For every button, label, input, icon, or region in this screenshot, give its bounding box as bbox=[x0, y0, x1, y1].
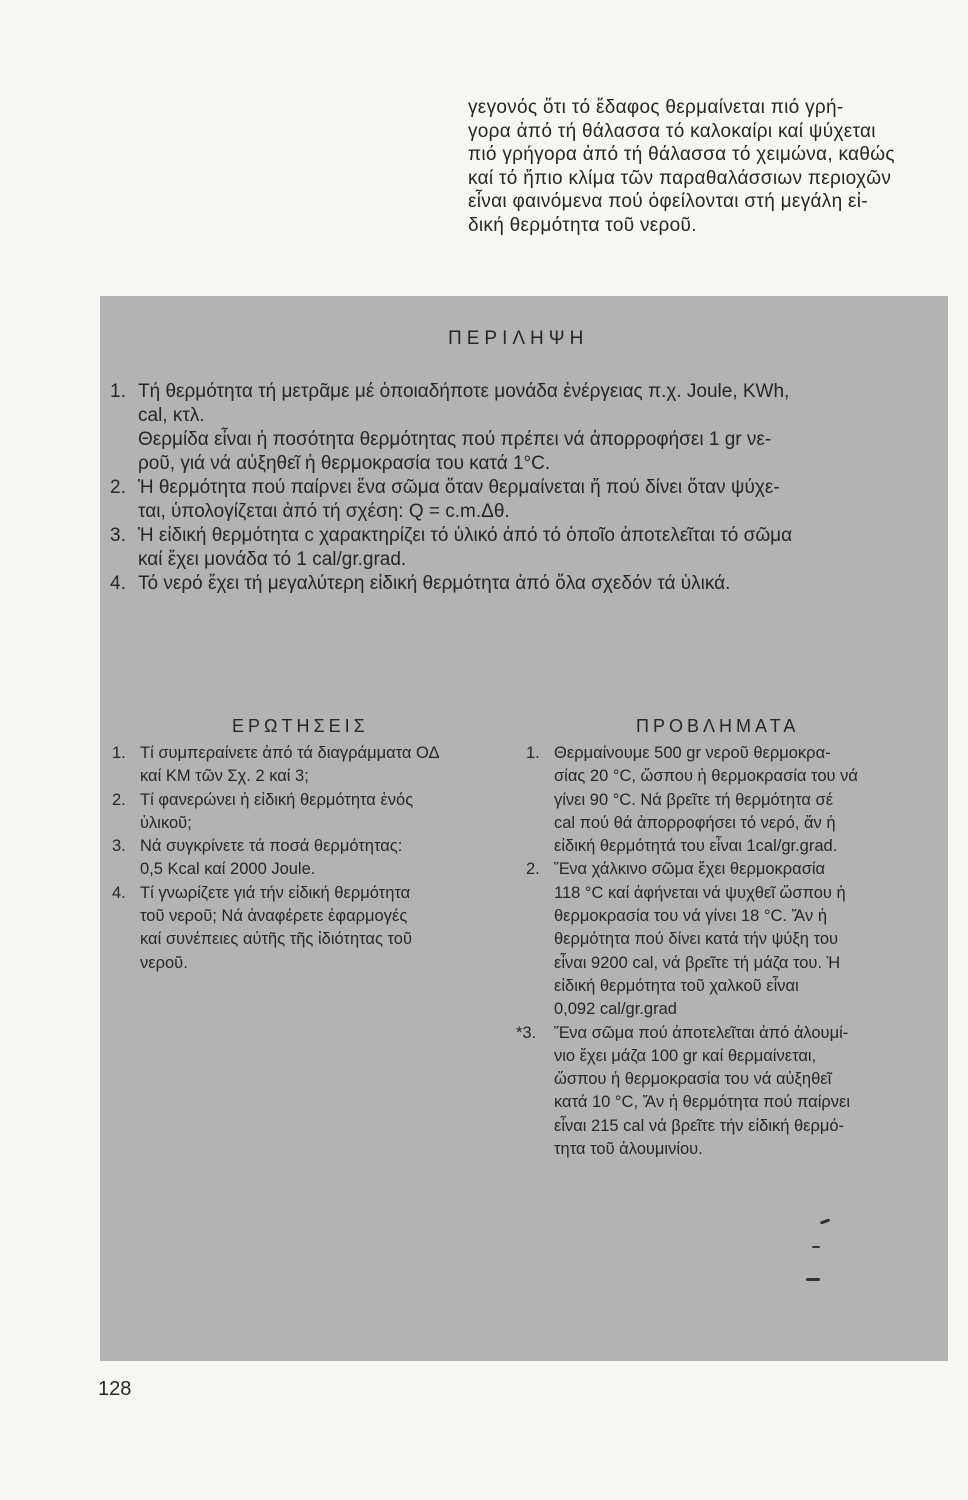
item-line: cal, κτλ. bbox=[138, 405, 205, 426]
item-number: 4. bbox=[110, 573, 126, 594]
problem-item bbox=[516, 1022, 926, 1162]
problem-item bbox=[526, 742, 926, 858]
item-line: 118 °C καί ἀφήνεται νά ψυχθεῖ ὥσπου ἡ bbox=[554, 883, 846, 902]
item-line: Τί συμπεραίνετε ἀπό τά διαγράμματα ΟΔ bbox=[140, 744, 440, 762]
item-line: τοῦ νεροῦ; Νά ἀναφέρετε ἐφαρμογές bbox=[140, 907, 408, 926]
summary-title: ΠΕΡΙΛΗΨΗ bbox=[448, 328, 589, 349]
item-line: τητα τοῦ ἀλουμινίου. bbox=[554, 1140, 703, 1159]
item-number: 3. bbox=[110, 525, 126, 546]
intro-line: γεγονός ὅτι τό ἔδαφος θερμαίνεται πιό γρή- bbox=[468, 97, 844, 118]
intro-line: εἶναι φαινόμενα πού ὀφείλονται στή μεγάλη εἰ- bbox=[468, 191, 868, 212]
item-line: κατά 10 °C, Ἄν ἡ θερμότητα πού παίρνει bbox=[554, 1093, 851, 1112]
intro-paragraph bbox=[468, 96, 938, 237]
item-number: 4. bbox=[112, 883, 126, 902]
item-line: ται, ὑπολογίζεται ἀπό τή σχέση: Q = c.m.Δθ. bbox=[138, 501, 510, 522]
ink-mark bbox=[806, 1278, 820, 1281]
item-line: ροῦ, γιά νά αὐξηθεῖ ἡ θερμοκρασία του κατά 1°C. bbox=[138, 453, 551, 474]
problems-list bbox=[516, 742, 926, 1161]
intro-line: δική θερμότητα τοῦ νεροῦ. bbox=[468, 214, 697, 236]
intro-line: γορα ἀπό τή θάλασσα τό καλοκαίρι καί ψύχεται bbox=[468, 120, 876, 142]
problems-title: ΠΡΟΒΛΗΜΑΤΑ bbox=[636, 716, 800, 736]
item-line: 0,5 Kcal καί 2000 Joule. bbox=[140, 860, 316, 879]
question-item bbox=[112, 882, 512, 975]
summary-item bbox=[110, 524, 930, 572]
item-line: 0,092 cal/gr.grad bbox=[554, 1000, 677, 1019]
question-item bbox=[112, 835, 512, 882]
question-item bbox=[112, 789, 512, 836]
item-line: καί ΚΜ τῶν Σχ. 2 καί 3; bbox=[140, 767, 309, 786]
item-line: Τί γνωρίζετε γιά τήν εἰδική θερμότητα bbox=[140, 883, 411, 902]
intro-line: καί τό ἤπιο κλίμα τῶν παραθαλάσσιων περιοχῶν bbox=[468, 167, 892, 189]
item-line: Νά συγκρίνετε τά ποσά θερμότητας: bbox=[140, 837, 403, 856]
item-line: εἰδική θερμότητά του εἶναι 1cal/gr.grad. bbox=[554, 837, 838, 856]
question-item bbox=[112, 742, 512, 789]
item-number: 2. bbox=[526, 860, 540, 879]
item-line: Ἡ θερμότητα πού παίρνει ἕνα σῶμα ὅταν θερμαίνεται ἤ πού δίνει ὅταν ψύχε- bbox=[138, 477, 780, 498]
item-line: εἶναι 215 cal νά βρεῖτε τήν εἰδική θερμό- bbox=[554, 1116, 845, 1135]
item-line: καί ἔχει μονάδα τό 1 cal/gr.grad. bbox=[138, 549, 407, 570]
item-line: Τί φανερώνει ἡ εἰδική θερμότητα ἑνός bbox=[140, 790, 414, 809]
item-line: εἰδική θερμότητα τοῦ χαλκοῦ εἶναι bbox=[554, 976, 799, 995]
problem-item bbox=[526, 858, 926, 1021]
questions-list bbox=[112, 742, 512, 975]
item-line: θερμοκρασία του νά γίνει 18 °C. Ἄν ἡ bbox=[554, 907, 828, 926]
item-line: νεροῦ. bbox=[140, 953, 188, 972]
item-line: θερμότητα πού δίνει κατά τήν ψύξη του bbox=[554, 930, 839, 949]
item-line: καί συνέπειες αὐτῆς τῆς ἰδιότητας τοῦ bbox=[140, 930, 412, 949]
item-line: Ἕνα χάλκινο σῶμα ἔχει θερμοκρασία bbox=[554, 860, 826, 879]
questions-title: ΕΡΩΤΗΣΕΙΣ bbox=[232, 716, 369, 736]
item-line: ὑλικοῦ; bbox=[140, 813, 192, 832]
item-number: 3. bbox=[112, 837, 126, 856]
item-number: *3. bbox=[516, 1023, 537, 1042]
intro-line: πιό γρήγορα ἀπό τή θάλασσα τό χειμώνα, καθώς bbox=[468, 144, 895, 165]
item-number: 1. bbox=[110, 381, 126, 402]
item-line: σίας 20 °C, ὥσπου ἡ θερμοκρασία του νά bbox=[554, 767, 858, 786]
item-line: γίνει 90 °C. Νά βρεῖτε τή θερμότητα σέ bbox=[554, 790, 834, 809]
item-number: 1. bbox=[112, 744, 126, 762]
summary-list bbox=[110, 380, 930, 596]
item-line: Θερμαίνουμε 500 gr νεροῦ θερμοκρα- bbox=[554, 744, 831, 762]
item-line: νιο ἔχει μάζα 100 gr καί θερμαίνεται, bbox=[554, 1046, 817, 1065]
item-line: Τό νερό ἔχει τή μεγαλύτερη εἰδική θερμότητα ἀπό ὅλα σχεδόν τά ὑλικά. bbox=[138, 573, 731, 594]
summary-item bbox=[110, 380, 930, 476]
item-line: Ἡ εἰδική θερμότητα c χαρακτηρίζει τό ὑλικό ἀπό τό ὁποῖο ἀποτελεῖται τό σῶμα bbox=[138, 525, 793, 546]
item-line: Ἕνα σῶμα πού ἀποτελεῖται ἀπό ἀλουμί- bbox=[554, 1023, 849, 1042]
item-number: 2. bbox=[110, 477, 126, 498]
summary-item bbox=[110, 572, 930, 596]
summary-item bbox=[110, 476, 930, 524]
item-number: 1. bbox=[526, 744, 540, 762]
page-number: 128 bbox=[98, 1378, 132, 1400]
item-line: Θερμίδα εἶναι ἡ ποσότητα θερμότητας πού πρέπει νά ἀπορροφήσει 1 gr νε- bbox=[138, 429, 772, 450]
item-line: Τή θερμότητα τή μετρᾶμε μέ ὁποιαδήποτε μονάδα ἐνέργειας π.χ. Joule, KWh, bbox=[138, 381, 790, 402]
item-line: ὥσπου ἡ θερμοκρασία του νά αὐξηθεῖ bbox=[554, 1070, 832, 1089]
item-line: εἶναι 9200 cal, νά βρεῖτε τή μάζα του. Ἡ bbox=[554, 953, 841, 972]
item-number: 2. bbox=[112, 790, 126, 809]
ink-mark bbox=[812, 1246, 820, 1248]
item-line: cal πού θά ἀπορροφήσει τό νερό, ἄν ἡ bbox=[554, 813, 836, 832]
